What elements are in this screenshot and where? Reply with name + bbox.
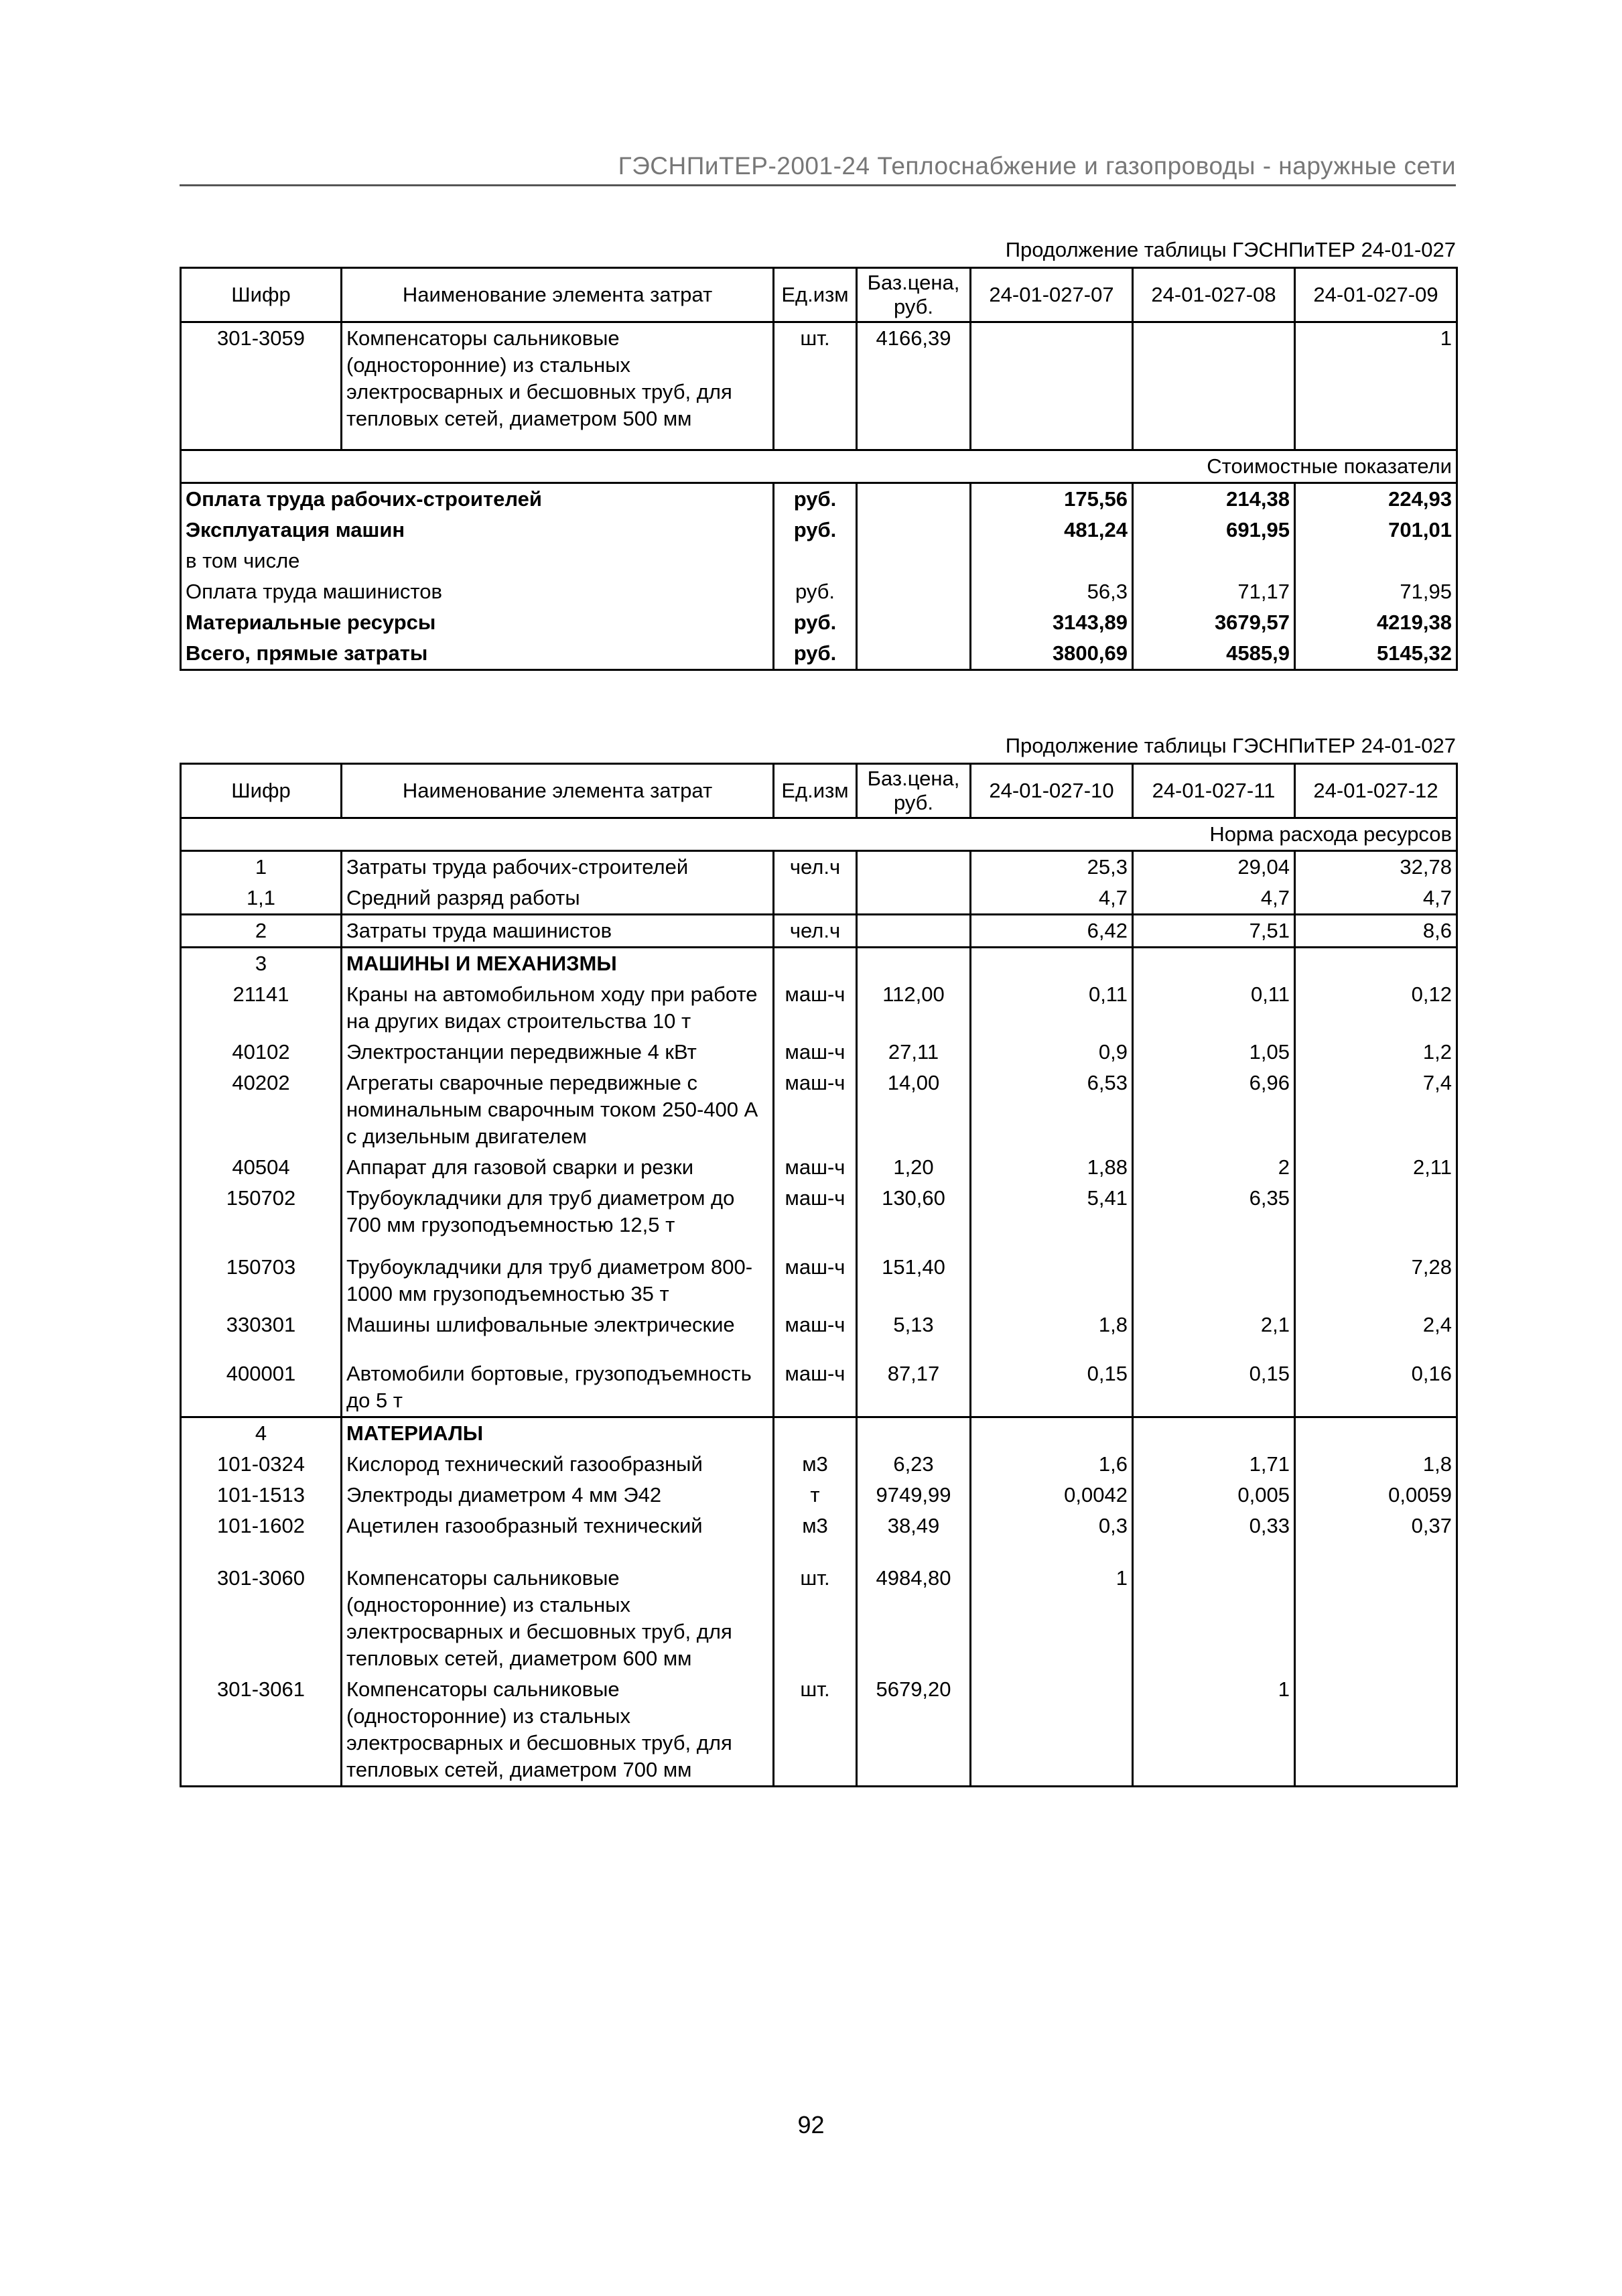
item-name: Кислород технический газообразный <box>342 1449 774 1480</box>
table-header-row <box>181 268 1457 322</box>
cost-name: Эксплуатация машин <box>181 515 774 546</box>
item-value: 6,53 <box>971 1068 1133 1152</box>
item-code: 301-3059 <box>181 322 342 450</box>
cost-unit: руб. <box>774 638 857 670</box>
item-code: 40102 <box>181 1037 342 1068</box>
column-header-price: Баз.цена, руб. <box>857 764 971 818</box>
column-header-code: Шифр <box>181 764 342 818</box>
item-value: 8,6 <box>1295 915 1457 948</box>
item-value: 0,11 <box>1133 979 1295 1037</box>
item-price <box>857 851 971 883</box>
item-name: Средний разряд работы <box>342 883 774 915</box>
item-value <box>1133 1252 1295 1310</box>
item-value: 0,15 <box>971 1358 1133 1417</box>
table-row <box>181 1152 1457 1183</box>
item-code: 101-1513 <box>181 1480 342 1511</box>
cost-unit: руб. <box>774 483 857 515</box>
item-price: 151,40 <box>857 1252 971 1310</box>
cost-price <box>857 576 971 607</box>
running-header-title: ГЭСНПиТЕР-2001-24 Теплоснабжение и газопроводы - наружные сети <box>618 152 1456 180</box>
item-unit <box>774 883 857 915</box>
table-cell <box>1133 1417 1295 1450</box>
table-row <box>181 1183 1457 1252</box>
cost-name: в том числе <box>181 546 774 576</box>
item-value <box>971 322 1133 450</box>
item-value: 0,12 <box>1295 979 1457 1037</box>
item-name: Компенсаторы сальниковые (односторонние) из стальных электросварных и бесшовных труб, для тепловых сетей, диаметром 700 мм <box>342 1674 774 1787</box>
cost-price <box>857 638 971 670</box>
table-row <box>181 851 1457 883</box>
item-name: Компенсаторы сальниковые (односторонние) из стальных электросварных и бесшовных труб, для тепловых сетей, диаметром 500 мм <box>342 322 774 450</box>
item-price: 87,17 <box>857 1358 971 1417</box>
cost-row <box>181 515 1457 546</box>
table-cell <box>1295 1417 1457 1450</box>
item-name: Трубоукладчики для труб диаметром 800-1000 мм грузоподъемностью 35 т <box>342 1252 774 1310</box>
cost-indicators <box>181 450 1457 483</box>
item-value: 0,0042 <box>971 1480 1133 1511</box>
item-value: 29,04 <box>1133 851 1295 883</box>
column-header-name: Наименование элемента затрат <box>342 268 774 322</box>
column-header-unit: Ед.изм <box>774 764 857 818</box>
item-unit: маш-ч <box>774 979 857 1037</box>
item-code: 301-3060 <box>181 1563 342 1674</box>
item-value: 2 <box>1133 1152 1295 1183</box>
item-price: 27,11 <box>857 1037 971 1068</box>
item-name: Аппарат для газовой сварки и резки <box>342 1152 774 1183</box>
cost-value: 3800,69 <box>971 638 1133 670</box>
section-row <box>181 1417 1457 1450</box>
table-row <box>181 1563 1457 1674</box>
item-unit: м3 <box>774 1449 857 1480</box>
cost-row <box>181 483 1457 515</box>
item-code: 330301 <box>181 1310 342 1358</box>
section-code: 4 <box>181 1417 342 1450</box>
item-name: Машины шлифовальные электрические <box>342 1310 774 1358</box>
item-code: 150703 <box>181 1252 342 1310</box>
item-value: 1 <box>1133 1674 1295 1787</box>
column-header-price: Баз.цена, руб. <box>857 268 971 322</box>
item-code: 21141 <box>181 979 342 1037</box>
table-row <box>181 1480 1457 1511</box>
cost-value <box>1295 546 1457 576</box>
item-unit: маш-ч <box>774 1252 857 1310</box>
cost-indicators-label: Стоимостные показатели <box>181 450 1457 483</box>
item-name: Ацетилен газообразный технический <box>342 1511 774 1563</box>
item-value: 0,33 <box>1133 1511 1295 1563</box>
cost-value: 701,01 <box>1295 515 1457 546</box>
item-unit: маш-ч <box>774 1037 857 1068</box>
item-code: 1 <box>181 851 342 883</box>
table-continuation-caption: Продолжение таблицы ГЭСНПиТЕР 24-01-027 <box>1005 734 1456 757</box>
cost-value: 691,95 <box>1133 515 1295 546</box>
column-header-code-1: 24-01-027-10 <box>971 764 1133 818</box>
item-value: 4,7 <box>971 883 1133 915</box>
table-row <box>181 1449 1457 1480</box>
table-row <box>181 915 1457 948</box>
running-header <box>180 151 1456 186</box>
column-header-code-3: 24-01-027-12 <box>1295 764 1457 818</box>
table-row <box>181 322 1457 450</box>
item-value: 0,9 <box>971 1037 1133 1068</box>
resource-table-1 <box>180 267 1458 671</box>
item-code: 40504 <box>181 1152 342 1183</box>
item-value: 1,88 <box>971 1152 1133 1183</box>
cost-name: Оплата труда рабочих-строителей <box>181 483 774 515</box>
item-value <box>971 1252 1133 1310</box>
item-code: 2 <box>181 915 342 948</box>
item-unit: шт. <box>774 1563 857 1674</box>
item-value <box>1295 1183 1457 1252</box>
cost-value: 3679,57 <box>1133 607 1295 638</box>
cost-value: 224,93 <box>1295 483 1457 515</box>
column-header-unit: Ед.изм <box>774 268 857 322</box>
cost-value: 4219,38 <box>1295 607 1457 638</box>
item-name: Трубоукладчики для труб диаметром до 700 мм грузоподъемностью 12,5 т <box>342 1183 774 1252</box>
item-unit: маш-ч <box>774 1152 857 1183</box>
section-title-machines: МАШИНЫ И МЕХАНИЗМЫ <box>342 948 774 980</box>
cost-row <box>181 576 1457 607</box>
table-cell <box>857 948 971 980</box>
item-price: 14,00 <box>857 1068 971 1152</box>
table-row <box>181 1068 1457 1152</box>
cost-price <box>857 515 971 546</box>
item-price: 38,49 <box>857 1511 971 1563</box>
item-unit: шт. <box>774 322 857 450</box>
page-number: 92 <box>797 2111 825 2139</box>
cost-value <box>1133 546 1295 576</box>
item-name: Автомобили бортовые, грузоподъемность до 5 т <box>342 1358 774 1417</box>
item-value: 2,11 <box>1295 1152 1457 1183</box>
column-header-code-2: 24-01-027-11 <box>1133 764 1295 818</box>
item-value: 1,05 <box>1133 1037 1295 1068</box>
cost-value: 481,24 <box>971 515 1133 546</box>
cost-name: Оплата труда машинистов <box>181 576 774 607</box>
cost-price <box>857 483 971 515</box>
table-cell <box>971 948 1133 980</box>
item-code: 301-3061 <box>181 1674 342 1787</box>
item-value: 6,35 <box>1133 1183 1295 1252</box>
item-value: 0,15 <box>1133 1358 1295 1417</box>
item-name: Краны на автомобильном ходу при работе на других видах строительства 10 т <box>342 979 774 1037</box>
table-row <box>181 883 1457 915</box>
cost-row <box>181 638 1457 670</box>
table-header-row <box>181 764 1457 818</box>
item-code: 101-1602 <box>181 1511 342 1563</box>
section-code: 3 <box>181 948 342 980</box>
cost-price <box>857 607 971 638</box>
item-value <box>971 1674 1133 1787</box>
item-value: 1,71 <box>1133 1449 1295 1480</box>
item-price: 130,60 <box>857 1183 971 1252</box>
item-value <box>1295 1674 1457 1787</box>
item-price <box>857 915 971 948</box>
item-value: 7,4 <box>1295 1068 1457 1152</box>
item-value <box>1133 1563 1295 1674</box>
item-price: 6,23 <box>857 1449 971 1480</box>
table-cell <box>971 1417 1133 1450</box>
item-value: 2,4 <box>1295 1310 1457 1358</box>
cost-value: 71,95 <box>1295 576 1457 607</box>
table-cell <box>774 1417 857 1450</box>
item-value: 4,7 <box>1133 883 1295 915</box>
item-value: 5,41 <box>971 1183 1133 1252</box>
item-unit: маш-ч <box>774 1183 857 1252</box>
item-value: 0,005 <box>1133 1480 1295 1511</box>
item-name: Затраты труда рабочих-строителей <box>342 851 774 883</box>
column-header-code: Шифр <box>181 268 342 322</box>
item-code: 150702 <box>181 1183 342 1252</box>
item-price: 9749,99 <box>857 1480 971 1511</box>
cost-name: Материальные ресурсы <box>181 607 774 638</box>
cost-value: 175,56 <box>971 483 1133 515</box>
cost-unit: руб. <box>774 607 857 638</box>
norm-label <box>181 818 1457 851</box>
norm-label-label: Норма расхода ресурсов <box>181 818 1457 851</box>
item-value: 1,2 <box>1295 1037 1457 1068</box>
item-price: 112,00 <box>857 979 971 1037</box>
table-row <box>181 1310 1457 1358</box>
item-price <box>857 883 971 915</box>
item-unit: чел.ч <box>774 851 857 883</box>
column-header-code-3: 24-01-027-09 <box>1295 268 1457 322</box>
item-unit: маш-ч <box>774 1310 857 1358</box>
table-cell <box>857 1417 971 1450</box>
cost-price <box>857 546 971 576</box>
item-value: 1,6 <box>971 1449 1133 1480</box>
item-unit: маш-ч <box>774 1358 857 1417</box>
item-value: 2,1 <box>1133 1310 1295 1358</box>
cost-value: 4585,9 <box>1133 638 1295 670</box>
item-value: 6,42 <box>971 915 1133 948</box>
cost-row <box>181 546 1457 576</box>
item-value: 1,8 <box>971 1310 1133 1358</box>
cost-name: Всего, прямые затраты <box>181 638 774 670</box>
item-value <box>1295 1563 1457 1674</box>
cost-value: 3143,89 <box>971 607 1133 638</box>
table-row <box>181 1674 1457 1787</box>
cost-value: 214,38 <box>1133 483 1295 515</box>
item-value: 32,78 <box>1295 851 1457 883</box>
cost-value <box>971 546 1133 576</box>
item-value: 0,16 <box>1295 1358 1457 1417</box>
table-cell <box>1295 948 1457 980</box>
item-value: 0,3 <box>971 1511 1133 1563</box>
item-value: 6,96 <box>1133 1068 1295 1152</box>
item-value <box>1133 322 1295 450</box>
item-price: 4166,39 <box>857 322 971 450</box>
item-value: 1 <box>1295 322 1457 450</box>
item-value: 0,37 <box>1295 1511 1457 1563</box>
cost-value: 56,3 <box>971 576 1133 607</box>
item-price: 4984,80 <box>857 1563 971 1674</box>
item-value: 4,7 <box>1295 883 1457 915</box>
item-unit: маш-ч <box>774 1068 857 1152</box>
table-row <box>181 1511 1457 1563</box>
cost-unit <box>774 546 857 576</box>
item-value: 1,8 <box>1295 1449 1457 1480</box>
item-name: Агрегаты сварочные передвижные с номинальным сварочным током 250-400 А с дизельным двигателем <box>342 1068 774 1152</box>
section-title-materials: МАТЕРИАЛЫ <box>342 1417 774 1450</box>
item-name: Электростанции передвижные 4 кВт <box>342 1037 774 1068</box>
column-header-code-1: 24-01-027-07 <box>971 268 1133 322</box>
item-code: 101-0324 <box>181 1449 342 1480</box>
item-name: Затраты труда машинистов <box>342 915 774 948</box>
item-unit: шт. <box>774 1674 857 1787</box>
item-value: 7,28 <box>1295 1252 1457 1310</box>
table-row <box>181 1358 1457 1417</box>
item-value: 25,3 <box>971 851 1133 883</box>
item-value: 0,0059 <box>1295 1480 1457 1511</box>
resource-table-2 <box>180 763 1458 1787</box>
item-value: 7,51 <box>1133 915 1295 948</box>
item-code: 40202 <box>181 1068 342 1152</box>
item-unit: чел.ч <box>774 915 857 948</box>
item-name: Компенсаторы сальниковые (односторонние) из стальных электросварных и бесшовных труб, для тепловых сетей, диаметром 600 мм <box>342 1563 774 1674</box>
cost-unit: руб. <box>774 515 857 546</box>
cost-row <box>181 607 1457 638</box>
item-code: 1,1 <box>181 883 342 915</box>
table-continuation-caption: Продолжение таблицы ГЭСНПиТЕР 24-01-027 <box>1005 238 1456 261</box>
column-header-name: Наименование элемента затрат <box>342 764 774 818</box>
cost-unit: руб. <box>774 576 857 607</box>
table-row <box>181 979 1457 1037</box>
table-row <box>181 1037 1457 1068</box>
item-name: Электроды диаметром 4 мм Э42 <box>342 1480 774 1511</box>
item-price: 1,20 <box>857 1152 971 1183</box>
item-unit: т <box>774 1480 857 1511</box>
section-row <box>181 948 1457 980</box>
table-cell <box>1133 948 1295 980</box>
column-header-code-2: 24-01-027-08 <box>1133 268 1295 322</box>
item-price: 5679,20 <box>857 1674 971 1787</box>
table-cell <box>774 948 857 980</box>
item-price: 5,13 <box>857 1310 971 1358</box>
item-value: 1 <box>971 1563 1133 1674</box>
cost-value: 71,17 <box>1133 576 1295 607</box>
item-value: 0,11 <box>971 979 1133 1037</box>
item-code: 400001 <box>181 1358 342 1417</box>
table-row <box>181 1252 1457 1310</box>
item-unit: м3 <box>774 1511 857 1563</box>
cost-value: 5145,32 <box>1295 638 1457 670</box>
